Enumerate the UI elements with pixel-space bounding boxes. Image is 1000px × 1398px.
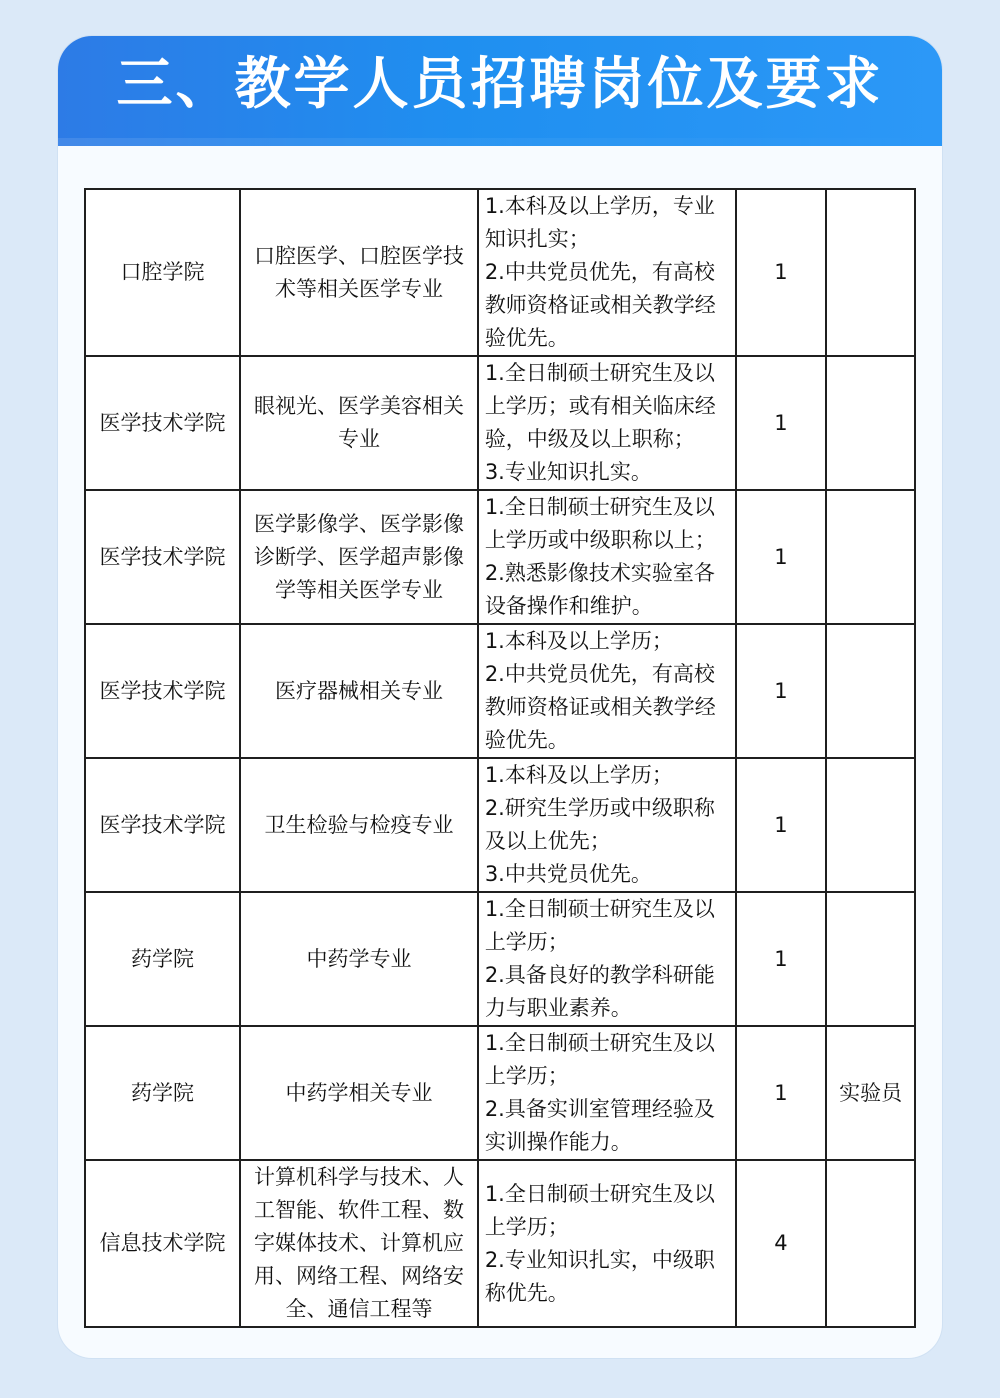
college-cell: 药学院 (85, 892, 240, 1026)
major-cell: 医疗器械相关专业 (240, 624, 478, 758)
requirements-cell: 1.全日制硕士研究生及以上学历； 2.专业知识扎实，中级职称优先。 (478, 1160, 736, 1327)
note-cell (826, 189, 915, 356)
requirements-cell: 1.全日制硕士研究生及以上学历；或有相关临床经验，中级及以上职称； 3.专业知识扎实。 (478, 356, 736, 490)
requirements-cell: 1.本科及以上学历； 2.研究生学历或中级职称及以上优先； 3.中共党员优先。 (478, 758, 736, 892)
table-row (85, 356, 915, 490)
college-cell: 医学技术学院 (85, 624, 240, 758)
count-cell: 1 (736, 892, 827, 1026)
major-cell: 计算机科学与技术、人工智能、软件工程、数字媒体技术、计算机应用、网络工程、网络安全、通信工程等 (240, 1160, 478, 1327)
college-cell: 药学院 (85, 1026, 240, 1160)
major-cell: 眼视光、医学美容相关专业 (240, 356, 478, 490)
major-cell: 口腔医学、口腔医学技术等相关医学专业 (240, 189, 478, 356)
recruitment-table-wrap (84, 188, 916, 1328)
count-cell: 1 (736, 356, 827, 490)
count-cell: 1 (736, 1026, 827, 1160)
table-row (85, 490, 915, 624)
college-cell: 医学技术学院 (85, 490, 240, 624)
note-cell (826, 490, 915, 624)
table-row (85, 1026, 915, 1160)
count-cell: 1 (736, 189, 827, 356)
major-cell: 中药学专业 (240, 892, 478, 1026)
table-row (85, 1160, 915, 1327)
college-cell: 口腔学院 (85, 189, 240, 356)
page-header (58, 36, 942, 146)
note-cell (826, 758, 915, 892)
note-cell (826, 624, 915, 758)
requirements-cell: 1.全日制硕士研究生及以上学历或中级职称以上； 2.熟悉影像技术实验室各设备操作和维护。 (478, 490, 736, 624)
count-cell: 1 (736, 490, 827, 624)
requirements-cell: 1.全日制硕士研究生及以上学历； 2.具备实训室管理经验及实训操作能力。 (478, 1026, 736, 1160)
note-cell: 实验员 (826, 1026, 915, 1160)
table-row (85, 624, 915, 758)
table-row (85, 758, 915, 892)
recruitment-table (84, 188, 916, 1328)
college-cell: 信息技术学院 (85, 1160, 240, 1327)
requirements-cell: 1.全日制硕士研究生及以上学历； 2.具备良好的教学科研能力与职业素养。 (478, 892, 736, 1026)
content-card (58, 36, 942, 1358)
requirements-cell: 1.本科及以上学历，专业知识扎实； 2.中共党员优先，有高校教师资格证或相关教学经验优先。 (478, 189, 736, 356)
count-cell: 1 (736, 624, 827, 758)
college-cell: 医学技术学院 (85, 758, 240, 892)
note-cell (826, 892, 915, 1026)
note-cell (826, 1160, 915, 1327)
table-row (85, 189, 915, 356)
college-cell: 医学技术学院 (85, 356, 240, 490)
major-cell: 中药学相关专业 (240, 1026, 478, 1160)
count-cell: 4 (736, 1160, 827, 1327)
major-cell: 医学影像学、医学影像诊断学、医学超声影像学等相关医学专业 (240, 490, 478, 624)
table-row (85, 892, 915, 1026)
requirements-cell: 1.本科及以上学历； 2.中共党员优先，有高校教师资格证或相关教学经验优先。 (478, 624, 736, 758)
page-title: 三、教学人员招聘岗位及要求 (116, 52, 884, 117)
count-cell: 1 (736, 758, 827, 892)
major-cell: 卫生检验与检疫专业 (240, 758, 478, 892)
note-cell (826, 356, 915, 490)
